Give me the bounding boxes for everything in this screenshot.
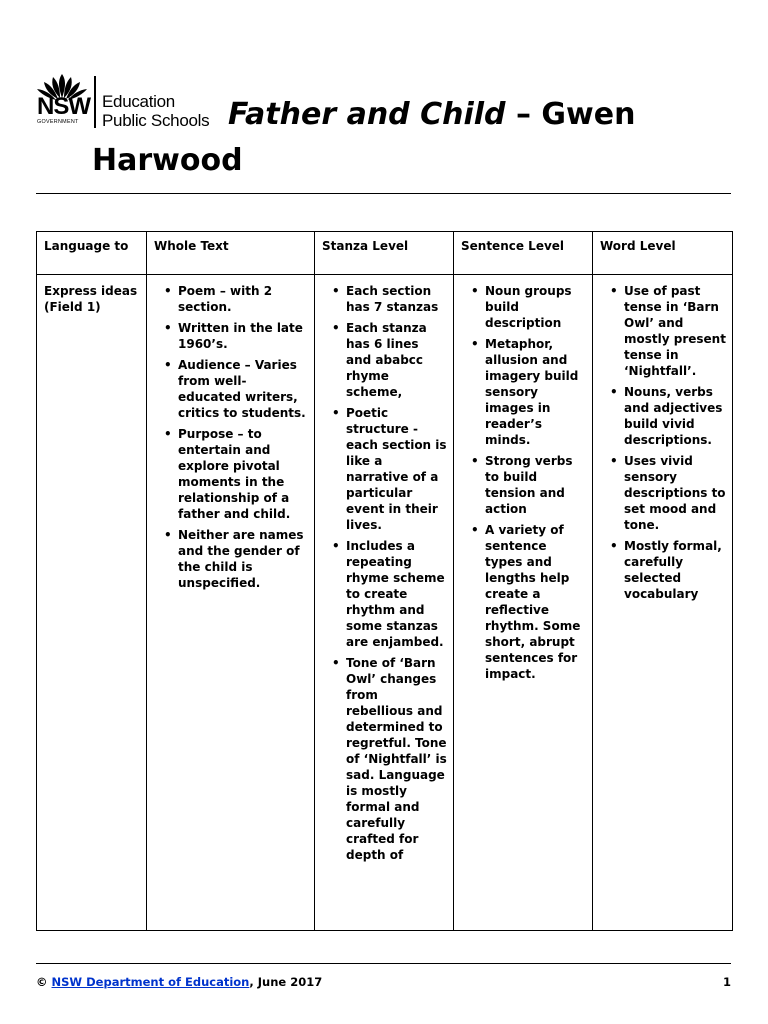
header-stanza-level: Stanza Level bbox=[315, 232, 454, 275]
page-title bbox=[92, 92, 742, 184]
whole-text-list bbox=[154, 283, 308, 591]
list-item: • Mostly formal, carefully selected vocabulary bbox=[624, 538, 726, 602]
page-number: 1 bbox=[722, 975, 731, 989]
copyright-symbol: © bbox=[36, 975, 52, 989]
stanza-level-cell bbox=[315, 275, 454, 931]
table-header-row bbox=[37, 232, 733, 275]
header-sentence-level: Sentence Level bbox=[454, 232, 593, 275]
table-row bbox=[37, 275, 733, 931]
list-item: • Strong verbs to build tension and action bbox=[485, 453, 586, 517]
title-italic: Father and Child bbox=[228, 97, 506, 132]
list-item: • Poetic structure - each section is like a narrative of a particular event in their lives. bbox=[346, 405, 447, 533]
logo-education: Education bbox=[102, 92, 175, 111]
sentence-level-list bbox=[461, 283, 586, 682]
header-whole-text: Whole Text bbox=[147, 232, 315, 275]
list-item: • Tone of ‘Barn Owl’ changes from rebellious and determined to regretful. Tone of ‘Nightfall’ is sad. Language is mostly formal and carefully crafted for depth of bbox=[346, 655, 447, 863]
logo-government: GOVERNMENT bbox=[37, 119, 79, 125]
list-item: • Each section has 7 stanzas bbox=[346, 283, 447, 315]
sentence-level-cell bbox=[454, 275, 593, 931]
list-item: • Includes a repeating rhyme scheme to create rhythm and some stanzas are enjambed. bbox=[346, 538, 447, 650]
header-word-level: Word Level bbox=[593, 232, 733, 275]
logo-nsw: NSW bbox=[37, 93, 90, 120]
logo-public-schools: Public Schools bbox=[102, 111, 210, 130]
row-label: Express ideas (Field 1) bbox=[37, 275, 147, 931]
list-item: • Metaphor, allusion and imagery build sensory images in reader’s minds. bbox=[485, 336, 586, 448]
footer bbox=[36, 975, 731, 989]
whole-text-cell bbox=[147, 275, 315, 931]
list-item: • Written in the late 1960’s. bbox=[178, 320, 308, 352]
nsw-department-link[interactable]: NSW Department of Education bbox=[51, 975, 250, 989]
word-level-list bbox=[600, 283, 726, 602]
footer-divider bbox=[36, 963, 731, 964]
word-level-cell bbox=[593, 275, 733, 931]
list-item: • Uses vivid sensory descriptions to set mood and tone. bbox=[624, 453, 726, 533]
footer-date: , June 2017 bbox=[249, 975, 323, 989]
header-language-to: Language to bbox=[37, 232, 147, 275]
list-item: • A variety of sentence types and lengths help create a reflective rhythm. Some short, abrupt sentences for impact. bbox=[485, 522, 586, 682]
analysis-table bbox=[36, 231, 733, 931]
list-item: • Audience – Varies from well-educated writers, critics to students. bbox=[178, 357, 308, 421]
stanza-level-list bbox=[322, 283, 447, 863]
list-item: • Use of past tense in ‘Barn Owl’ and mostly present tense in ‘Nightfall’. bbox=[624, 283, 726, 379]
list-item: • Noun groups build description bbox=[485, 283, 586, 331]
header-divider bbox=[36, 193, 731, 194]
list-item: • Nouns, verbs and adjectives build vivid descriptions. bbox=[624, 384, 726, 448]
list-item: • Poem – with 2 section. bbox=[178, 283, 308, 315]
list-item: • Each stanza has 6 lines and ababcc rhyme scheme, bbox=[346, 320, 447, 400]
list-item: • Neither are names and the gender of the child is unspecified. bbox=[178, 527, 308, 591]
title-rest: – Gwen Harwood bbox=[92, 97, 636, 178]
list-item: • Purpose – to entertain and explore pivotal moments in the relationship of a father and child. bbox=[178, 426, 308, 522]
